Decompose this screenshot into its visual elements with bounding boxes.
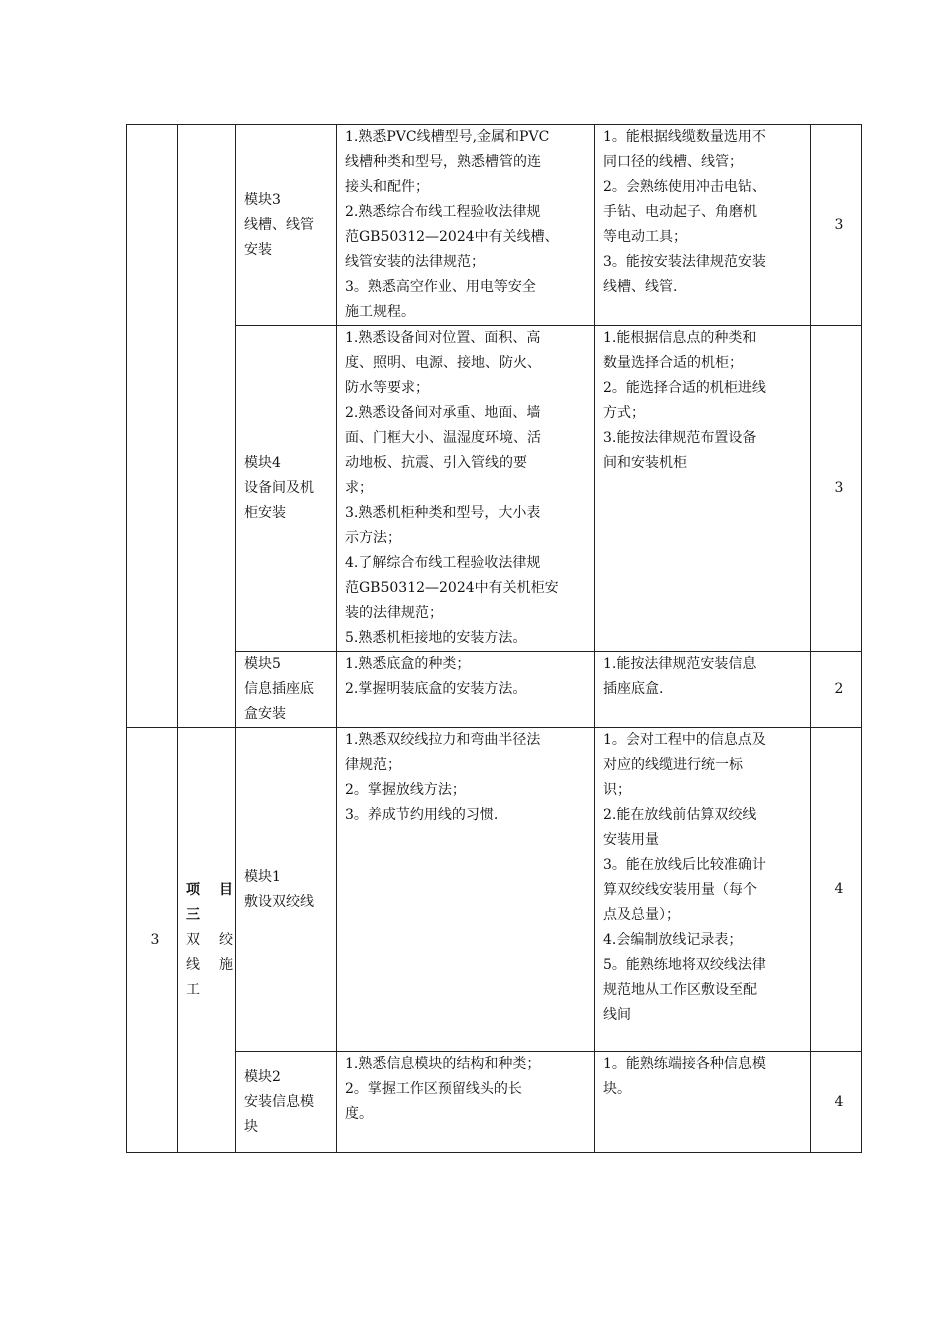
table-row xyxy=(127,728,862,1052)
project-number-cell xyxy=(127,125,178,728)
skills-cell: 1。会对工程中的信息点及 对应的线缆进行统一标 识； 2.能在放线前估算双绞线 安装用量 3。能在放线后比较准确计 算双绞线安装用量（每个 点及总量）； 4.会编制放线记录表； 5。能熟练地将双绞线法律 规范地从工作区敷设至配 线间 xyxy=(595,728,811,1052)
hours-cell: 2 xyxy=(811,652,862,728)
table-row xyxy=(127,326,862,652)
curriculum-table xyxy=(126,124,862,1153)
project-number-cell: 3 xyxy=(127,728,178,1153)
hours-cell: 4 xyxy=(811,1052,862,1153)
table-row xyxy=(127,1052,862,1153)
module-cell: 模块1 敷设双绞线 xyxy=(236,728,337,1052)
knowledge-cell: 1.熟悉双绞线拉力和弯曲半径法 律规范； 2。掌握放线方法； 3。养成节约用线的习惯. xyxy=(337,728,595,1052)
skills-cell: 1。能根据线缆数量选用不 同口径的线槽、线管； 2。会熟练使用冲击电钻、 手钻、电动起子、角磨机 等电动工具； 3。能按安装法律规范安装 线槽、线管. xyxy=(595,125,811,326)
skills-cell: 1.能根据信息点的种类和 数量选择合适的机柜； 2。能选择合适的机柜进线 方式； 3.能按法律规范布置设备 间和安装机柜 xyxy=(595,326,811,652)
module-cell: 模块2 安装信息模 块 xyxy=(236,1052,337,1153)
hours-cell: 3 xyxy=(811,326,862,652)
knowledge-cell: 1.熟悉PVC线槽型号,金属和PVC 线槽种类和型号，熟悉槽管的连 接头和配件； 2.熟悉综合布线工程验收法律规 范GB50312—2024中有关线槽、 线管安装的法律规范； 3。熟悉高空作业、用电等安全 施工规程。 xyxy=(337,125,595,326)
module-cell: 模块4 设备间及机 柜安装 xyxy=(236,326,337,652)
knowledge-cell: 1.熟悉设备间对位置、面积、高 度、照明、电源、接地、防火、 防水等要求； 2.熟悉设备间对承重、地面、墙 面、门框大小、温湿度环境、活 动地板、抗震、引入管线的要 求； 3.熟悉机柜种类和型号，大小表 示方法； 4.了解综合布线工程验收法律规 范GB50312—2024中有关机柜安 装的法律规范； 5.熟悉机柜接地的安装方法。 xyxy=(337,326,595,652)
skills-cell: 1.能按法律规范安装信息 插座底盒. xyxy=(595,652,811,728)
table-row xyxy=(127,652,862,728)
hours-cell: 3 xyxy=(811,125,862,326)
hours-cell: 4 xyxy=(811,728,862,1052)
module-cell: 模块5 信息插座底 盒安装 xyxy=(236,652,337,728)
knowledge-cell: 1.熟悉信息模块的结构和种类； 2。掌握工作区预留线头的长 度。 xyxy=(337,1052,595,1153)
project-name-cell xyxy=(178,125,236,728)
project-name-cell: 项 目 三 双 绞 线 施 工 xyxy=(178,728,236,1153)
table-row xyxy=(127,125,862,326)
knowledge-cell: 1.熟悉底盒的种类； 2.掌握明装底盒的安装方法。 xyxy=(337,652,595,728)
module-cell: 模块3 线槽、线管 安装 xyxy=(236,125,337,326)
skills-cell: 1。能熟练端接各种信息模 块。 xyxy=(595,1052,811,1153)
